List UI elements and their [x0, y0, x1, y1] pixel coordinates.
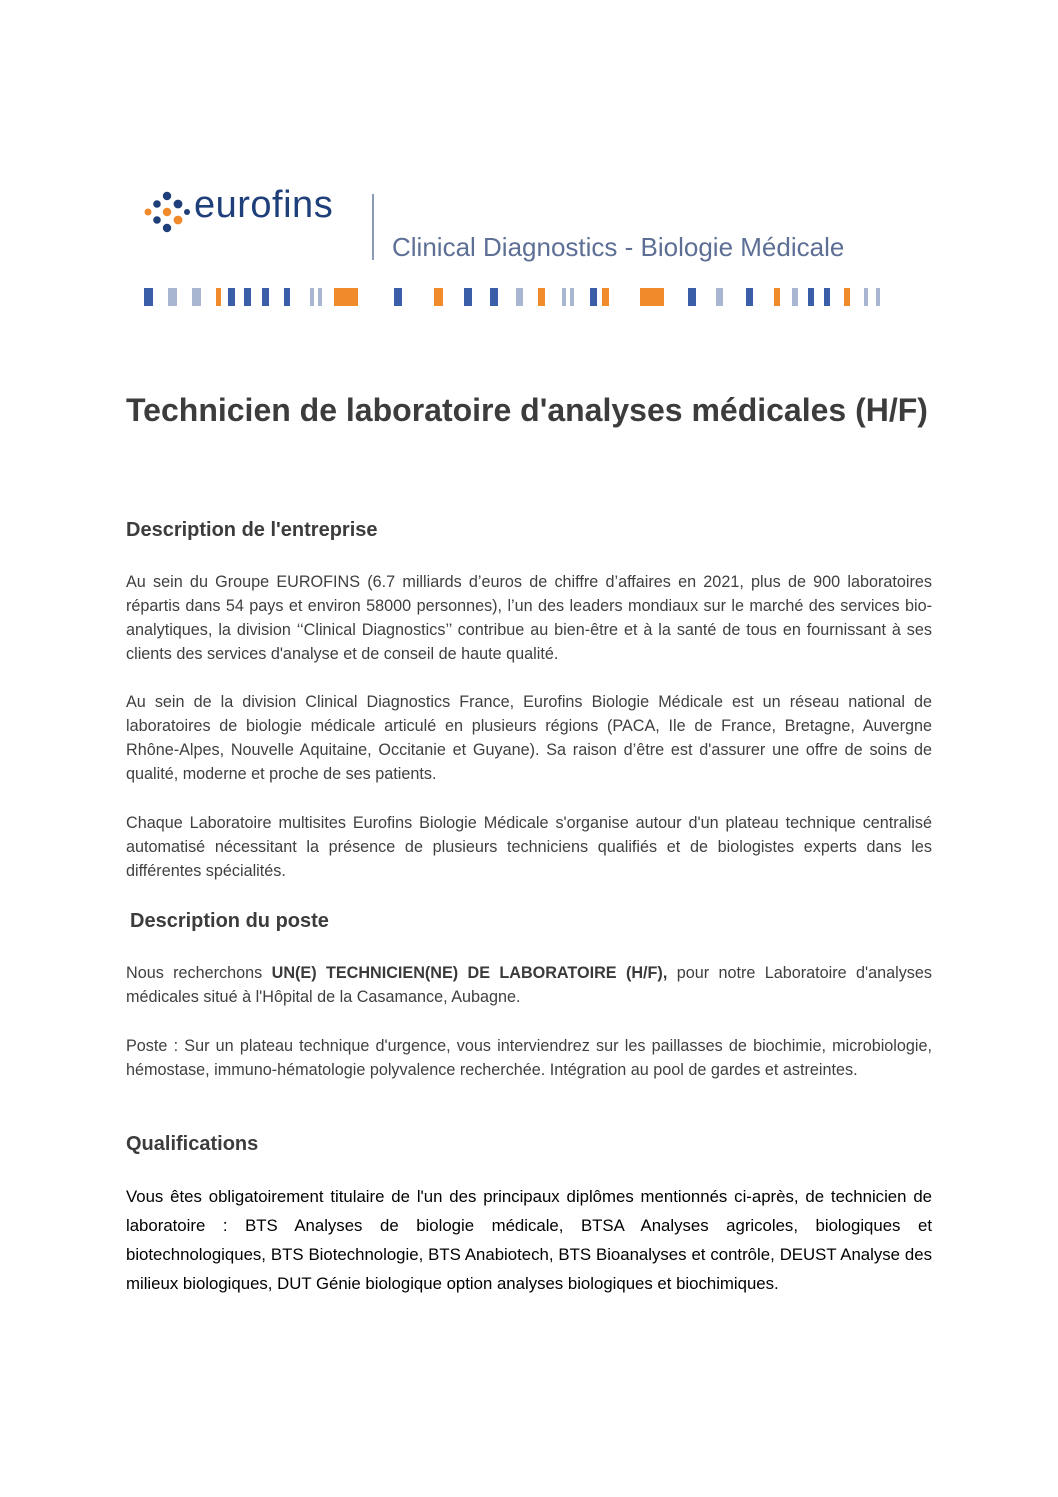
qualifications-text: Vous êtes obligatoirement titulaire de l'un des principaux diplômes mentionnés ci-après, de technicien de laboratoire : BTS Analyses de biologie médicale, BTSA Analyses agricoles, biologiques et biotechnologiques, BTS Biotechnologie, BTS Anabiotech, BTS Bioanalyses et contrôle, DEUST Analyse des milieux biologiques, DUT Génie biologique option analyses biologiques et biochimiques.	[126, 1187, 932, 1293]
page-title: Technicien de laboratoire d'analyses médicales (H/F)	[126, 392, 928, 428]
logo-subtitle: Clinical Diagnostics - Biologie Médicale	[392, 232, 845, 262]
job-intro-bold: UN(E) TECHNICIEN(NE) DE LABORATOIRE (H/F),	[271, 964, 668, 982]
logo-separator	[372, 194, 374, 260]
logo-brand: eurofins	[194, 184, 334, 226]
logo-color-bars	[144, 286, 884, 308]
company-heading: Description de l'entreprise	[126, 519, 378, 541]
company-paragraph-3: Chaque Laboratoire multisites Eurofins Biologie Médicale s'organise autour d'un plateau technique centralisé automatisé nécessitant la présence de plusieurs techniciens qualifiés et de biologistes experts dans les différentes spécialités.	[126, 814, 932, 880]
job-intro	[126, 961, 932, 1009]
job-intro-before: Nous recherchons	[126, 964, 272, 982]
job-poste: Poste : Sur un plateau technique d'urgence, vous interviendrez sur les paillasses de biochimie, microbiologie, hémostase, immuno-hématologie polyvalence recherchée. Intégration au pool de gardes et astreintes.	[126, 1037, 932, 1079]
company-paragraph-2: Au sein de la division Clinical Diagnostics France, Eurofins Biologie Médicale est un réseau national de laboratoires de biologie médicale articulé en plusieurs régions (PACA, Ile de France, Bretagne, Auvergne Rhône-Alpes, Nouvelle Aquitaine, Occitanie et Guyane). Sa raison d’être est d'assurer une offre de soins de qualité, moderne et proche de ses patients.	[126, 693, 932, 783]
job-intro-after: pour notre Laboratoire d'analyses médicales situé à l'Hôpital de la Casamance, Aubagne.	[126, 964, 932, 1006]
qualifications-heading: Qualifications	[126, 1133, 259, 1155]
job-heading: Description du poste	[130, 910, 329, 932]
company-paragraph-1: Au sein du Groupe EUROFINS (6.7 milliards d’euros de chiffre d’affaires en 2021, plus de 900 laboratoires répartis dans 54 pays et environ 58000 personnes), l’un des leaders mondiaux sur le marché des services bio-analytiques, la division ‘‘Clinical Diagnostics’’ contribue au bien-être et à la santé de tous en fournissant à ses clients des services d'analyse et de conseil de haute qualité.	[126, 573, 932, 663]
eurofins-logo	[140, 180, 900, 320]
eurofins-dots-icon	[140, 186, 190, 236]
